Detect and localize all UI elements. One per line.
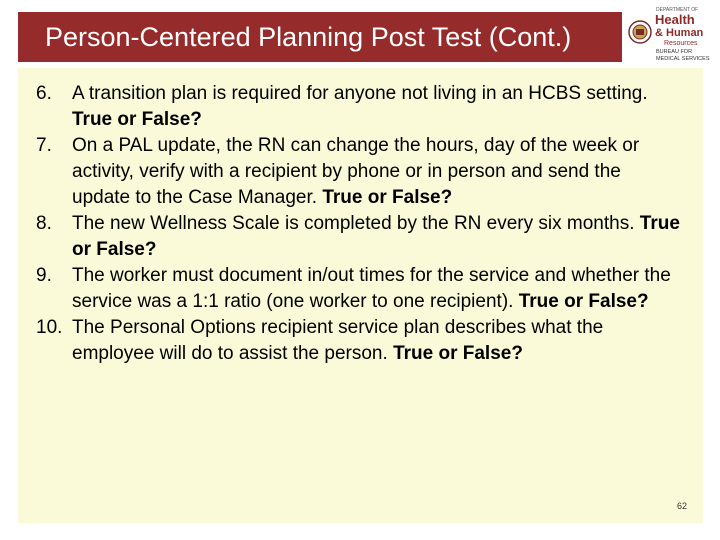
slide-title: Person-Centered Planning Post Test (Cont.) (45, 22, 572, 52)
question-item (36, 263, 681, 315)
svg-text:DEPARTMENT OF: DEPARTMENT OF (656, 7, 699, 13)
question-number: 10. (36, 317, 63, 338)
question-answer: True or False? (518, 291, 649, 312)
question-item (36, 315, 681, 367)
question-answer: True or False? (72, 109, 202, 130)
question-item (36, 211, 681, 263)
question-text: The worker must document in/out times for the service and whether the service was a 1:1 ratio (one worker to one recipient). (72, 265, 671, 312)
content-panel (18, 68, 703, 523)
question-number: 6. (36, 83, 52, 104)
question-text: The Personal Options recipient service plan describes what the employee will do to assist the person. (72, 317, 604, 364)
question-answer: True or False? (393, 343, 523, 364)
question-answer: True or False? (322, 187, 453, 208)
question-list (36, 81, 681, 367)
question-text: The new Wellness Scale is completed by the RN every six months. (72, 213, 635, 234)
question-text: A transition plan is required for anyone not living in an HCBS setting. (72, 83, 648, 104)
dhhr-logo (626, 2, 720, 64)
question-number: 8. (36, 213, 52, 234)
svg-text:BUREAU FOR: BUREAU FOR (656, 49, 693, 55)
svg-text:Health: Health (655, 12, 695, 27)
question-text: On a PAL update, the RN can change the hours, day of the week or activity, verify with a recipient by phone or in person and send the update to the Case Manager. (72, 135, 640, 208)
question-item (36, 81, 681, 133)
question-answer: True or False? (72, 213, 680, 260)
svg-text:& Human: & Human (655, 27, 704, 39)
question-number: 9. (36, 265, 52, 286)
page-number: 62 (676, 501, 687, 511)
slide-title-bar (18, 12, 622, 62)
question-number: 7. (36, 135, 52, 156)
question-item (36, 133, 681, 211)
svg-text:MEDICAL SERVICES: MEDICAL SERVICES (656, 56, 710, 62)
svg-text:Resources: Resources (664, 40, 698, 47)
